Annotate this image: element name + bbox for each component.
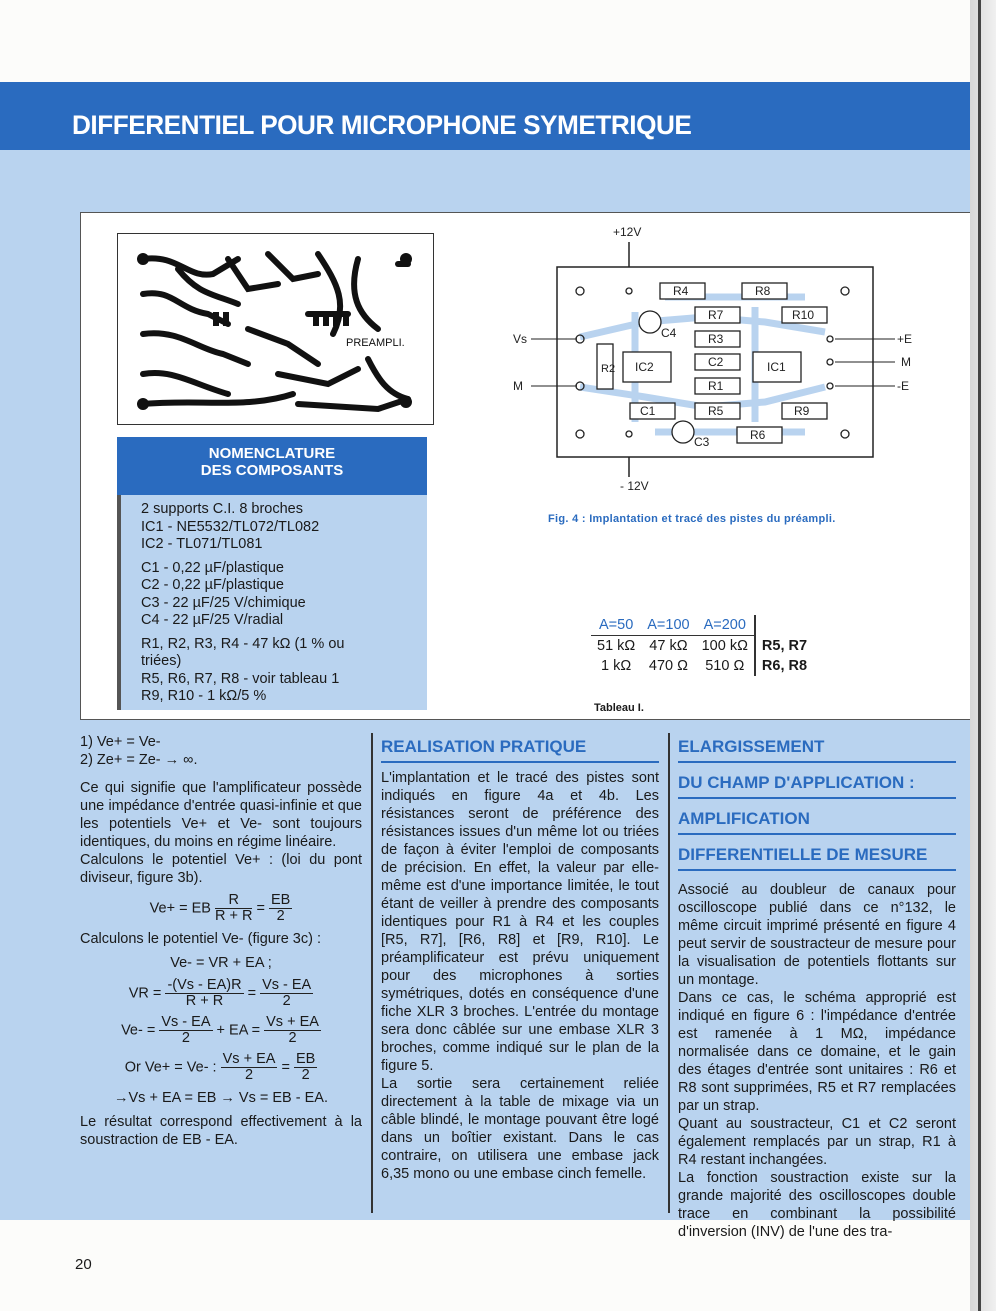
nomenclature-item: IC2 - TL071/TL081 (141, 536, 263, 552)
paragraph: Quant au soustracteur, C1 et C2 seront également remplacés par un strap, R1 à R4 restant inchangées. (678, 1116, 956, 1168)
equation-vr: VR = $\frac{-(Vs - EA)R}{R + R}$ = $\frac{Vs - EA}{2}$ (128, 977, 312, 1009)
nomenclature-item: R1, R2, R3, R4 - 47 kΩ (1 % ou (141, 635, 345, 652)
equation-equality: Or Ve+ = Ve- : $\frac{Vs + EA}{2}$ = $\frac{EB}{2}$ (124, 1051, 316, 1083)
table-header: A=100 (641, 615, 695, 636)
table-caption: Tableau I. (594, 702, 644, 714)
part-label: R8 (755, 284, 771, 298)
table-cell: 470 Ω (648, 658, 688, 674)
paragraph: L'implantation et le tracé des pistes sont indiqués en figure 4a et 4b. Les résistances seront de préférence des résistances issues d'un même lot ou triées de façon à éviter l'emploi de composants de précision. En effet, la valeur par elle-même est d'une importance limitée, le tout étant de veiller à prendre des composants identiques pour R1 à R4 et les couples [R5, R7], [R6, R8] et [R9, R10]. Le préamplificateur est prévu uniquement pour des microphones à sorties symétriques, dotés en conséquence d'une fiche XLR 3 broches. L'entrée du montage sera donc câblée sur une embase XLR 3 broches, comme indiqué sur le plan de la figure 5. (381, 770, 659, 1074)
pcb-label: PREAMPLI. (346, 337, 405, 349)
table-cell: 1 kΩ (601, 658, 632, 674)
column-divider (668, 733, 670, 1213)
part-label: R1 (708, 379, 724, 393)
paragraph: Calculons le potentiel Ve+ : (loi du pont diviseur, figure 3b). (80, 852, 362, 886)
section-heading: DIFFERENTIELLE DE MESURE (678, 841, 956, 871)
label-minus12v: - 12V (620, 479, 649, 493)
page-edge (970, 0, 996, 1311)
part-label: R9 (794, 404, 810, 418)
resistor-table (591, 615, 813, 676)
part-label: IC2 (635, 360, 654, 374)
section-heading: DU CHAMP D'APPLICATION : (678, 769, 956, 799)
part-label: R7 (708, 308, 724, 322)
table-row-label: R5, R7 (755, 636, 813, 657)
column-3 (678, 733, 956, 1241)
section-heading: AMPLIFICATION (678, 805, 956, 835)
table-header: A=50 (591, 615, 641, 636)
nomenclature-item: R5, R6, R7, R8 - voir tableau 1 (141, 670, 340, 687)
table-cell: 47 kΩ (649, 638, 688, 654)
paragraph: Ce qui signifie que l'amplificateur possède une impédance d'entrée quasi-infinie et que les potentiels Ve+ et Ve- sont toujours identiques, du moins en régime linéaire. (80, 780, 362, 850)
pcb-trace-drawing (118, 234, 433, 424)
page-edge-line (978, 0, 981, 1311)
part-label: R3 (708, 332, 724, 346)
nomenclature-item: C1 - 0,22 µF/plastique (141, 559, 284, 576)
label-plus-e: +E (897, 332, 913, 346)
nomenclature-item: C4 - 22 µF/25 V/radial (141, 612, 284, 628)
table-row-label: R6, R8 (755, 656, 813, 676)
table-cell: 510 Ω (705, 658, 745, 674)
equation-ve-plus: Ve+ = EB $\frac{R}{R + R}$ = $\frac{EB}{2}$ (149, 892, 291, 924)
nomenclature-heading-line2: DES COMPOSANTS (200, 462, 344, 479)
part-label: R6 (750, 428, 766, 442)
nomenclature-heading (117, 437, 427, 495)
nomenclature-item: C2 - 0,22 µF/plastique (141, 577, 284, 593)
nomenclature-item: C3 - 22 µF/25 V/chimique (141, 594, 306, 611)
paragraph: Associé au doubleur de canaux pour oscilloscope publié dans ce n°132, le même circuit imprimé présenté en figure 4 peut servir de soustracteur de mesure pour la visualisation de potentiels flottants sur un montage. (678, 882, 956, 988)
part-label: R10 (792, 308, 815, 322)
part-label: C2 (708, 355, 724, 369)
implantation-figure (505, 222, 915, 497)
equation-ve-minus-expanded: Ve- = $\frac{Vs - EA}{2}$ + EA = $\frac{Vs + EA}{2}$ (121, 1014, 319, 1046)
part-label: R5 (708, 404, 724, 418)
nomenclature-item: R9, R10 - 1 kΩ/5 % (141, 688, 267, 704)
table-header: A=200 (696, 615, 755, 636)
column-2 (381, 733, 659, 1183)
part-label: C3 (694, 435, 710, 449)
table-cell: 100 kΩ (701, 638, 748, 654)
column-1 (80, 733, 362, 1149)
pcb-trace-figure (117, 233, 434, 425)
page-title: DIFFERENTIEL POUR MICROPHONE SYMETRIQUE (72, 110, 692, 140)
nomenclature-heading-line1: NOMENCLATURE (208, 445, 336, 462)
part-label: C1 (640, 404, 656, 418)
equation-line: 2) Ze+ = Ze- → ∞. (80, 752, 198, 768)
section-heading: REALISATION PRATIQUE (381, 733, 659, 763)
equation-line: 1) Ve+ = Ve- (80, 734, 161, 750)
part-label: R4 (673, 284, 689, 298)
page-number: 20 (75, 1256, 92, 1273)
implantation-drawing (505, 222, 915, 497)
nomenclature-item: 2 supports C.I. 8 broches (141, 501, 303, 517)
part-label: C4 (661, 326, 677, 340)
label-m-right: M (901, 355, 911, 369)
equation-ve-minus: Ve- = VR + EA ; (170, 955, 272, 971)
paragraph: Calculons le potentiel Ve- (figure 3c) : (80, 931, 321, 947)
paragraph: Dans ce cas, le schéma approprié est indiqué en figure 6 : l'impédance d'entrée est ramenée à 1 MΩ, impédance normalisée dans ce domaine, et le gain des étages d'entrée sont unitaires : R6 et R8 sont supprimées, R5 et R7 remplacées par un strap. (678, 990, 956, 1114)
table-cell: 51 kΩ (597, 638, 636, 654)
part-label: IC1 (767, 360, 786, 374)
label-vs: Vs (513, 332, 528, 346)
nomenclature-item: IC1 - NE5532/TL072/TL082 (141, 518, 320, 535)
paragraph: Le résultat correspond effectivement à la soustraction de EB - EA. (80, 1114, 362, 1148)
label-m-left: M (513, 379, 523, 393)
label-plus12v: +12V (613, 225, 642, 239)
section-heading: ELARGISSEMENT (678, 733, 956, 763)
equation-result: →Vs + EA = EB → Vs = EB - EA. (114, 1090, 328, 1106)
paragraph: La sortie sera certainement reliée directement à la table de mixage via un câble blindé, le montage pouvant être logé dans un boîtier existant. Dans le cas contraire, on utilisera une embase jack 6,35 mono ou une embase cinch femelle. (381, 1076, 659, 1182)
label-minus-e: -E (897, 379, 909, 393)
nomenclature-list (117, 495, 427, 710)
figure-caption: Fig. 4 : Implantation et tracé des pistes du préampli. (548, 513, 836, 525)
paragraph: La fonction soustraction existe sur la grande majorité des oscilloscopes double trace en combinant la possibilité d'inversion (INV) de l'une des tra- (678, 1170, 956, 1240)
column-divider (371, 733, 373, 1213)
part-label: R2 (601, 363, 616, 375)
nomenclature-item: triées) (141, 653, 182, 669)
